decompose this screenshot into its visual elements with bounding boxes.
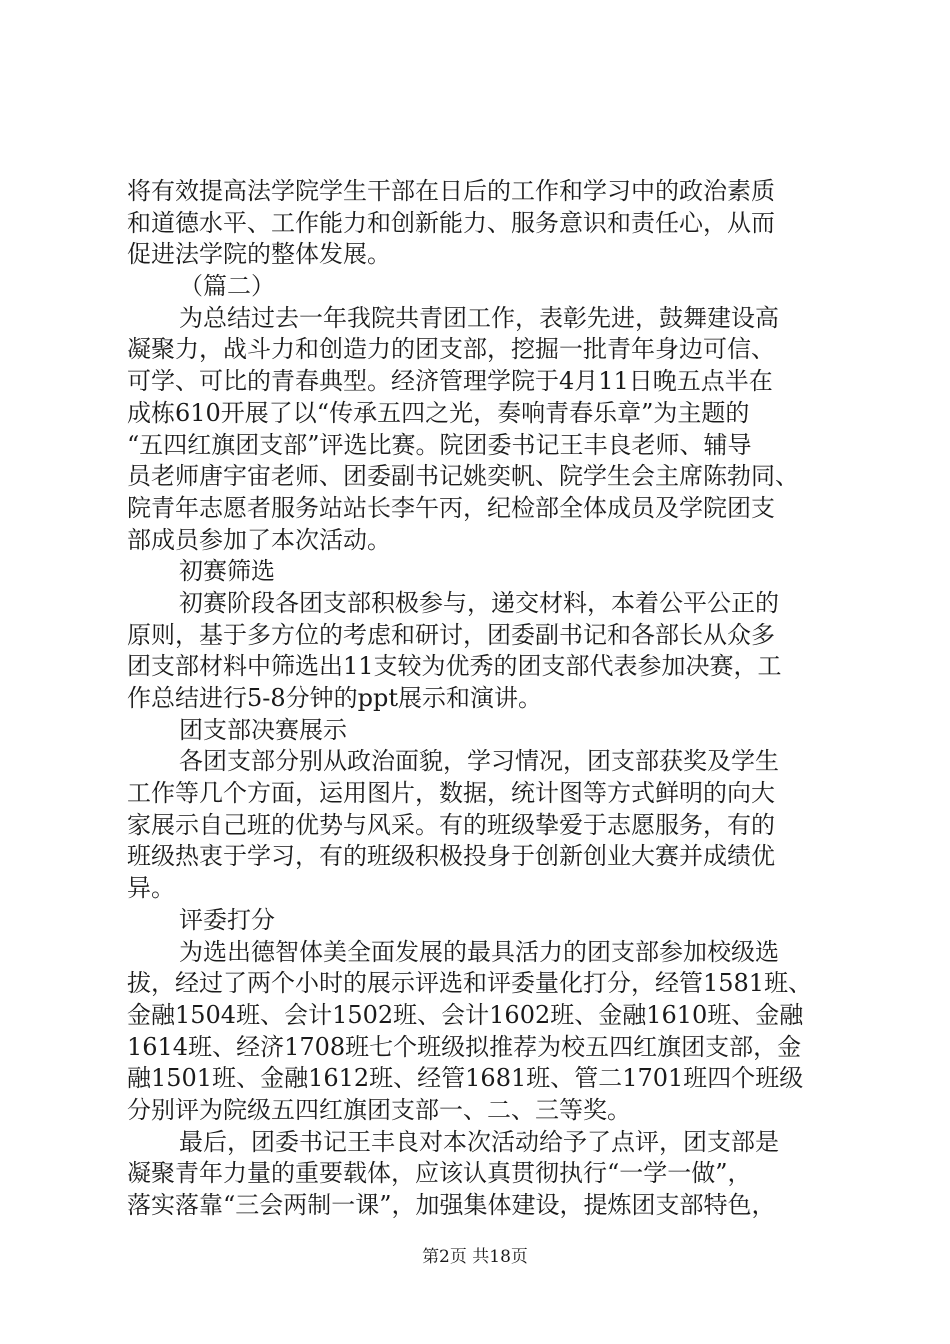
- text-line: 工作等几个方面，运用图片，数据，统计图等方式鲜明的向大: [127, 779, 775, 808]
- text-line: 促进法学院的整体发展。: [127, 240, 391, 269]
- text-line: 员老师唐宇宙老师、团委副书记姚奕帆、院学生会主席陈勃同、: [127, 462, 799, 491]
- text-line: 班级热衷于学习，有的班级积极投身于创新创业大赛并成绩优: [127, 842, 775, 871]
- text-line: 部成员参加了本次活动。: [127, 525, 391, 554]
- text-line: 团支部决赛展示: [179, 715, 347, 744]
- text-line: 将有效提高法学院学生干部在日后的工作和学习中的政治素质: [127, 177, 775, 205]
- text-line: 凝聚青年力量的重要载体，应该认真贯彻执行“一学一做”，: [127, 1159, 752, 1188]
- text-line: “五四红旗团支部”评选比赛。院团委书记王丰良老师、辅导: [127, 430, 752, 459]
- text-line: 作总结进行5-8分钟的ppt展示和演讲。: [127, 684, 543, 712]
- text-line: 凝聚力，战斗力和创造力的团支部，挖掘一批青年身边可信、: [127, 335, 775, 364]
- text-line: 1614班、经济1708班七个班级拟推荐为校五四红旗团支部，金: [127, 1032, 802, 1061]
- text-line: 可学、可比的青春典型。经济管理学院于4月11日晚五点半在: [127, 367, 773, 396]
- text-line: 和道德水平、工作能力和创新能力、服务意识和责任心，从而: [127, 208, 775, 237]
- text-line: 落实落靠“三会两制一课”，加强集体建设，提炼团支部特色，: [127, 1191, 776, 1219]
- text-line: 金融1504班、会计1502班、会计1602班、金融1610班、金融: [127, 1000, 804, 1029]
- text-line: 拔，经过了两个小时的展示评选和评委量化打分，经管1581班、: [127, 969, 813, 998]
- text-line: 融1501班、金融1612班、经管1681班、管二1701班四个班级: [127, 1064, 804, 1093]
- text-line: 初赛阶段各团支部积极参与，递交材料，本着公平公正的: [179, 588, 779, 617]
- text-line: 初赛筛选: [179, 557, 275, 586]
- text-line: 各团支部分别从政治面貌，学习情况，团支部获奖及学生: [179, 747, 779, 776]
- text-line: 异。: [127, 874, 175, 903]
- text-line: 原则，基于多方位的考虑和研讨，团委副书记和各部长从众多: [127, 620, 775, 649]
- text-line: 为选出德智体美全面发展的最具活力的团支部参加校级选: [179, 937, 779, 966]
- text-line: （篇二）: [179, 272, 275, 301]
- text-line: 评委打分: [179, 905, 275, 934]
- text-line: 成栋610开展了以“传承五四之光，奏响青春乐章”为主题的: [127, 398, 750, 427]
- text-line: 分别评为院级五四红旗团支部一、二、三等奖。: [127, 1095, 631, 1124]
- text-line: 家展示自己班的优势与风采。有的班级挚爱于志愿服务，有的: [127, 810, 775, 839]
- text-line: 团支部材料中筛选出11支较为优秀的团支部代表参加决赛，工: [127, 652, 782, 681]
- document-body: [127, 176, 837, 1222]
- text-line: 为总结过去一年我院共青团工作，表彰先进，鼓舞建设高: [179, 303, 779, 332]
- page-footer: 第2页 共18页: [422, 1247, 528, 1267]
- text-line: 院青年志愿者服务站站长李午丙，纪检部全体成员及学院团支: [127, 493, 775, 522]
- text-line: 最后，团委书记王丰良对本次活动给予了点评，团支部是: [179, 1127, 779, 1156]
